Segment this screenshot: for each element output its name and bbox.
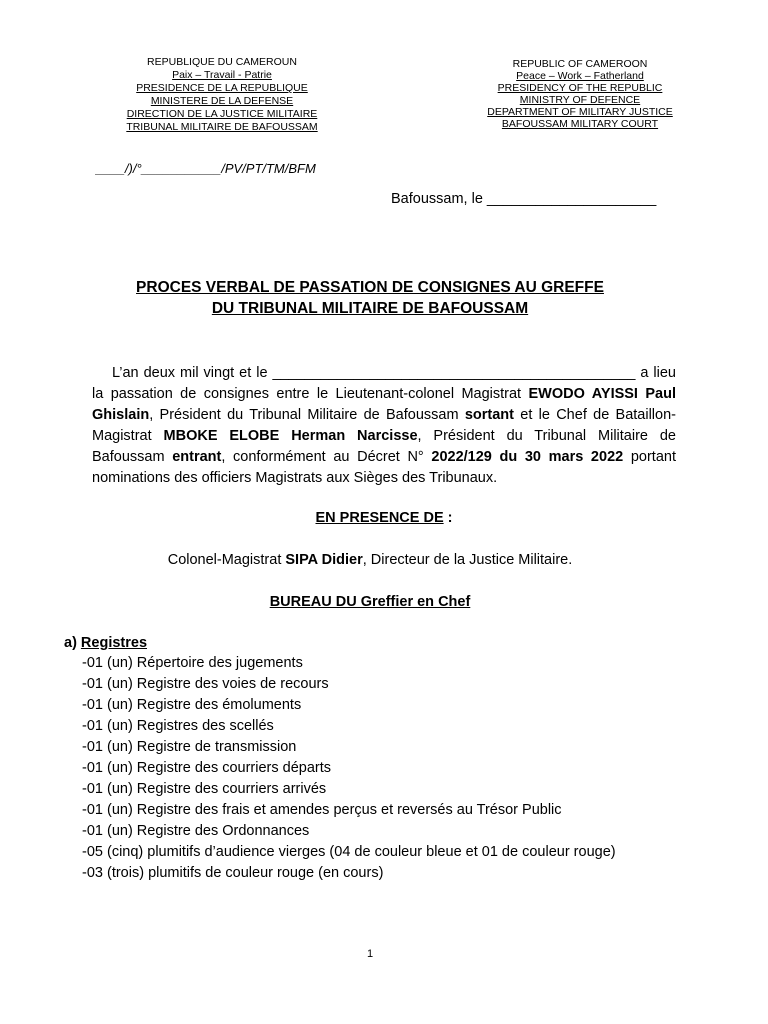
- outgoing-label: sortant: [464, 407, 514, 423]
- list-item: -01 (un) Registres des scellés: [82, 718, 274, 734]
- title-line-1: PROCES VERBAL DE PASSATION DE CONSIGNES AU GREFFE: [136, 279, 604, 296]
- para-text-2: , Président du Tribunal Militaire de Bafoussam: [149, 407, 465, 423]
- list-item: -01 (un) Registre des frais et amendes perçus et reversés au Trésor Public: [82, 802, 562, 818]
- header-en-presidency: PRESIDENCY OF THE REPUBLIC: [497, 82, 663, 94]
- document-title: [60, 277, 680, 319]
- reference-number: ____/)/°___________/PV/PT/TM/BFM: [96, 161, 316, 176]
- header-en-country: REPUBLIC OF CAMEROON: [512, 58, 648, 70]
- registry-item-list: [82, 653, 676, 884]
- list-item: -01 (un) Registre des courriers départs: [82, 760, 332, 776]
- para-text-6: portant nominations des officiers Magistrats aux Sièges des Tribunaux.: [92, 449, 676, 486]
- list-item: -03 (trois) plumitifs de couleur rouge (en cours): [82, 865, 384, 881]
- date-line: Bafoussam, le _____________________: [391, 191, 657, 207]
- header-en-court: BAFOUSSAM MILITARY COURT: [501, 118, 659, 130]
- list-item: -01 (un) Registre des Ordonnances: [82, 823, 310, 839]
- header-fr-court: TRIBUNAL MILITAIRE DE BAFOUSSAM: [126, 121, 318, 133]
- list-item: -01 (un) Registre des courriers arrivés: [82, 781, 327, 797]
- list-item: -01 (un) Registre de transmission: [82, 739, 297, 755]
- presence-name: SIPA Didier: [285, 552, 363, 568]
- presence-role: , Directeur de la Justice Militaire.: [362, 552, 573, 568]
- list-item: -01 (un) Registre des émoluments: [82, 697, 302, 713]
- incoming-president-name: MBOKE ELOBE Herman Narcisse: [163, 428, 418, 444]
- para-text-4: , Président du Tribunal Militaire de Bafoussam: [92, 428, 676, 465]
- presence-heading-colon: :: [443, 510, 453, 526]
- section-a-letter: a): [64, 635, 81, 651]
- presence-heading-text: EN PRESENCE DE: [315, 510, 444, 526]
- section-a-title: Registres: [80, 635, 148, 651]
- header-fr-ministry: MINISTERE DE LA DEFENSE: [150, 95, 294, 107]
- presence-text: [0, 550, 740, 571]
- list-item: -01 (un) Répertoire des jugements: [82, 655, 303, 671]
- header-fr-country: REPUBLIQUE DU CAMEROUN: [147, 56, 297, 68]
- presence-heading: [0, 508, 768, 529]
- list-item: -01 (un) Registre des voies de recours: [82, 676, 329, 692]
- page-number: 1: [366, 948, 374, 960]
- list-item: -05 (cinq) plumitifs d’audience vierges (04 de couleur bleue et 01 de couleur rouge): [82, 844, 616, 860]
- bureau-heading: BUREAU DU Greffier en Chef: [269, 594, 471, 610]
- header-en-motto: Peace – Work – Fatherland: [516, 70, 644, 82]
- incoming-label: entrant: [172, 449, 222, 465]
- para-text-5: , conformément au Décret N°: [221, 449, 432, 465]
- header-en-direction: DEPARTMENT OF MILITARY JUSTICE: [487, 106, 673, 118]
- presence-rank: Colonel-Magistrat: [167, 552, 286, 568]
- para-text-3: et le Chef de Bataillon-Magistrat: [92, 407, 676, 444]
- title-line-2: DU TRIBUNAL MILITAIRE DE BAFOUSSAM: [211, 300, 529, 317]
- intro-paragraph: [92, 363, 676, 489]
- header-french: [112, 56, 332, 134]
- header-en-ministry: MINISTRY OF DEFENCE: [519, 94, 641, 106]
- header-fr-presidency: PRESIDENCE DE LA REPUBLIQUE: [136, 82, 308, 94]
- outgoing-president-name: EWODO AYISSI Paul Ghislain: [92, 386, 676, 423]
- para-text-1: L’an deux mil vingt et le _____________________________________________ a lieu la passation de consignes entre le Lieutenant-colonel Magistrat: [92, 365, 676, 402]
- header-fr-direction: DIRECTION DE LA JUSTICE MILITAIRE: [126, 108, 318, 120]
- section-a-heading: [64, 633, 147, 654]
- decree-reference: 2022/129 du 30 mars 2022: [431, 449, 624, 465]
- header-english: [480, 58, 680, 130]
- header-fr-motto: Paix – Travail - Patrie: [172, 69, 272, 81]
